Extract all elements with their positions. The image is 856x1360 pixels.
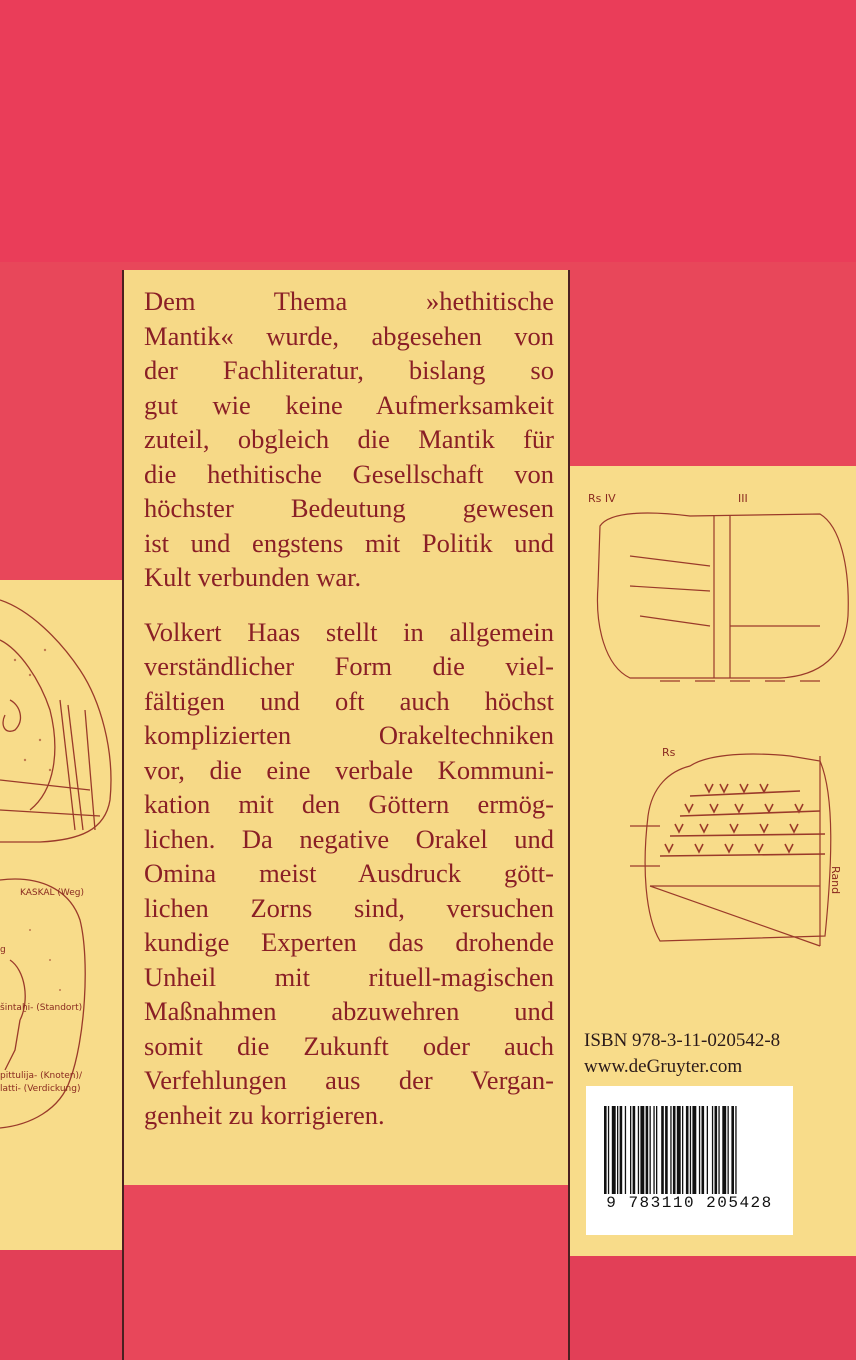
barcode-bar xyxy=(728,1106,729,1194)
blurb-line: kundige Experten das drohende xyxy=(144,927,554,957)
barcode-bar xyxy=(715,1106,718,1194)
top-red-band xyxy=(0,0,856,262)
barcode-bar xyxy=(661,1106,664,1194)
barcode-bar xyxy=(718,1106,719,1194)
barcode-bar xyxy=(665,1106,668,1194)
blurb-line: ist und engstens mit Politik und xyxy=(144,527,554,558)
tablet-sketches xyxy=(570,466,856,986)
label-rs-iv: Rs IV xyxy=(588,492,616,505)
blurb-line: Verfehlungen aus der Vergan- xyxy=(144,1065,554,1095)
blurb-line: genheit zu korrigieren. xyxy=(144,1099,385,1130)
label-rs: Rs xyxy=(662,746,676,759)
barcode-bars xyxy=(604,1106,775,1194)
blurb-panel-lower-band xyxy=(124,1185,568,1360)
blurb-panel xyxy=(122,270,570,1360)
barcode-bar xyxy=(650,1106,651,1194)
blurb-line: Kult verbunden war. xyxy=(144,562,362,592)
label-sintahi: šintaḫi- (Standort) xyxy=(0,1003,83,1013)
blurb-line: gut wie keine Aufmerksamkeit xyxy=(144,389,554,420)
barcode-bar xyxy=(735,1106,736,1194)
label-rand: Rand xyxy=(829,866,842,895)
blurb-line: die hethitische Gesellschaft von xyxy=(144,458,554,489)
barcode-bar xyxy=(625,1106,626,1194)
barcode-bar xyxy=(692,1106,696,1194)
blurb-paragraph-1 xyxy=(144,284,554,595)
barcode-bar xyxy=(608,1106,609,1194)
barcode-bar xyxy=(686,1106,689,1194)
publisher-url[interactable]: www.deGruyter.com xyxy=(584,1056,743,1077)
label-latti: latti- (Verdickung) xyxy=(0,1084,81,1094)
blurb-line: Maßnahmen abzuwehren und xyxy=(144,996,554,1026)
blurb-line: fältigen und oft auch höchst xyxy=(144,685,554,716)
blurb-line: Omina meist Ausdruck gött- xyxy=(144,858,554,888)
barcode-bar xyxy=(673,1106,676,1194)
blurb-text xyxy=(144,284,554,1152)
blurb-line: komplizierten Orakeltechniken xyxy=(144,720,554,750)
barcode-bar xyxy=(690,1106,691,1194)
label-g: g xyxy=(0,945,6,955)
barcode-digits: 9 783110 205428 xyxy=(606,1194,773,1212)
barcode-bar xyxy=(612,1106,616,1194)
barcode-bar xyxy=(677,1106,681,1194)
barcode-bar xyxy=(731,1106,734,1194)
blurb-paragraph-2 xyxy=(144,615,554,1133)
publisher-info xyxy=(584,1028,780,1080)
barcode xyxy=(586,1086,793,1235)
barcode-bar xyxy=(722,1106,726,1194)
blurb-line: höchster Bedeutung gewesen xyxy=(144,493,554,523)
blurb-line: Volkert Haas stellt in allgemein xyxy=(144,616,554,647)
barcode-bar xyxy=(653,1106,654,1194)
barcode-bar xyxy=(702,1106,705,1194)
barcode-bar xyxy=(617,1106,618,1194)
liver-model-sketch xyxy=(0,580,122,1250)
barcode-bar xyxy=(640,1106,644,1194)
label-iii: III xyxy=(738,492,748,505)
blurb-line: verständlicher Form die viel- xyxy=(144,651,554,681)
barcode-bar xyxy=(604,1106,607,1194)
barcode-bar xyxy=(712,1106,713,1194)
blurb-line: lichen Zorns sind, versuchen xyxy=(144,892,554,923)
left-illustration-panel xyxy=(0,580,122,1250)
barcode-bar xyxy=(633,1106,636,1194)
blurb-line: Unheil mit rituell-magischen xyxy=(144,961,554,992)
blurb-line: der Fachliteratur, bislang so xyxy=(144,355,554,385)
barcode-bar xyxy=(707,1106,708,1194)
blurb-line: vor, die eine verbale Kommuni- xyxy=(144,754,554,785)
blurb-line: somit die Zukunft oder auch xyxy=(144,1030,554,1061)
blurb-line: Mantik« wurde, abgesehen von xyxy=(144,320,554,351)
blurb-line: kation mit den Göttern ermög- xyxy=(144,789,554,819)
label-kaskal: KASKAL (Weg) xyxy=(20,888,85,898)
barcode-bar xyxy=(699,1106,700,1194)
barcode-bar xyxy=(646,1106,649,1194)
label-pittulija: pittulija- (Knoten)/ xyxy=(0,1071,83,1081)
barcode-bar xyxy=(620,1106,623,1194)
barcode-bar xyxy=(656,1106,657,1194)
barcode-bar xyxy=(630,1106,631,1194)
isbn-text: ISBN 978-3-11-020542-8 xyxy=(584,1030,781,1051)
barcode-bar xyxy=(670,1106,671,1194)
blurb-line: zuteil, obgleich die Mantik für xyxy=(144,424,554,454)
barcode-bar xyxy=(682,1106,683,1194)
barcode-bar xyxy=(638,1106,639,1194)
blurb-line: lichen. Da negative Orakel und xyxy=(144,823,554,854)
blurb-line: Dem Thema »hethitische xyxy=(144,286,554,316)
